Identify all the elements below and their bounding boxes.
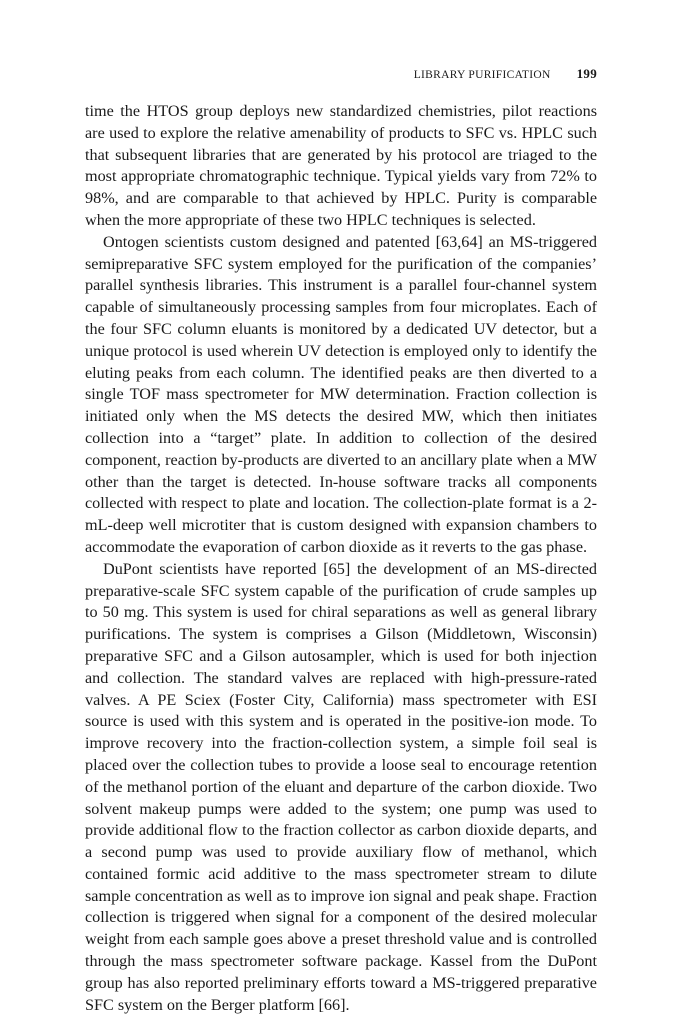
- page-header: [85, 66, 597, 84]
- body-text: [85, 101, 597, 1016]
- paragraph-ontogen: Ontogen scientists custom designed and patented [63,64] an MS-triggered semipreparative SFC system employed for the purification of the companies’ parallel synthesis libraries. This instrument is a parallel four-channel system capable of simultaneously processing samples from four microplates. Each of the four SFC column eluants is monitored by a dedicated UV detector, but a unique protocol is used wherein UV detection is employed only to identify the eluting peaks from each column. The identified peaks are then diverted to a single TOF mass spectrometer for MW determination. Fraction collection is initiated only when the MS detects the desired MW, which then initiates collection into a “target” plate. In addition to collection of the desired component, reaction by-products are diverted to an ancillary plate when a MW other than the target is detected. In-house software tracks all components collected with respect to plate and location. The collection-plate format is a 2-mL-deep well microtiter that is custom designed with expansion chambers to accommodate the evaporation of carbon dioxide as it reverts to the gas phase.: [85, 232, 597, 556]
- paragraph-dupont: DuPont scientists have reported [65] the development of an MS-directed preparative-scale SFC system capable of the purification of crude samples up to 50 mg. This system is used for chiral separations as well as general library purifications. The system is comprises a Gilson (Middletown, Wisconsin) preparative SFC and a Gilson autosampler, which is used for both injection and collection. The standard valves are replaced with high-pressure-rated valves. A PE Sciex (Foster City, California) mass spectrometer with ESI source is used with this system and is operated in the positive-ion mode. To improve recovery into the fraction-collection system, a simple foil seal is placed over the collection tubes to provide a loose seal to encourage retention of the methanol portion of the eluant and departure of the carbon dioxide. Two solvent makeup pumps were added to the system; one pump was used to provide additional flow to the fraction collector as carbon dioxide departs, and a second pump was used to provide auxiliary flow of methanol, which contained formic acid additive to the mass spectrometer stream to dilute sample concentration as well as to improve ion signal and peak shape. Fraction collection is triggered when signal for a component of the desired molecular weight from each sample goes above a preset threshold value and is controlled through the mass spectrometer software package. Kassel from the DuPont group has also reported preliminary efforts toward a MS-triggered preparative SFC system on the Berger platform [66].: [85, 559, 598, 1014]
- paragraph-htos-continuation: time the HTOS group deploys new standardized chemistries, pilot reactions are used to explore the relative amenability of products to SFC vs. HPLC such that subsequent libraries that are generated by his protocol are triaged to the most appropriate chromatographic technique. Typical yields vary from 72% to 98%, and are comparable to that achieved by HPLC. Purity is comparable when the more appropriate of these two HPLC techniques is selected.: [85, 102, 597, 229]
- page-number: 199: [576, 66, 597, 81]
- running-head: LIBRARY PURIFICATION: [413, 69, 551, 81]
